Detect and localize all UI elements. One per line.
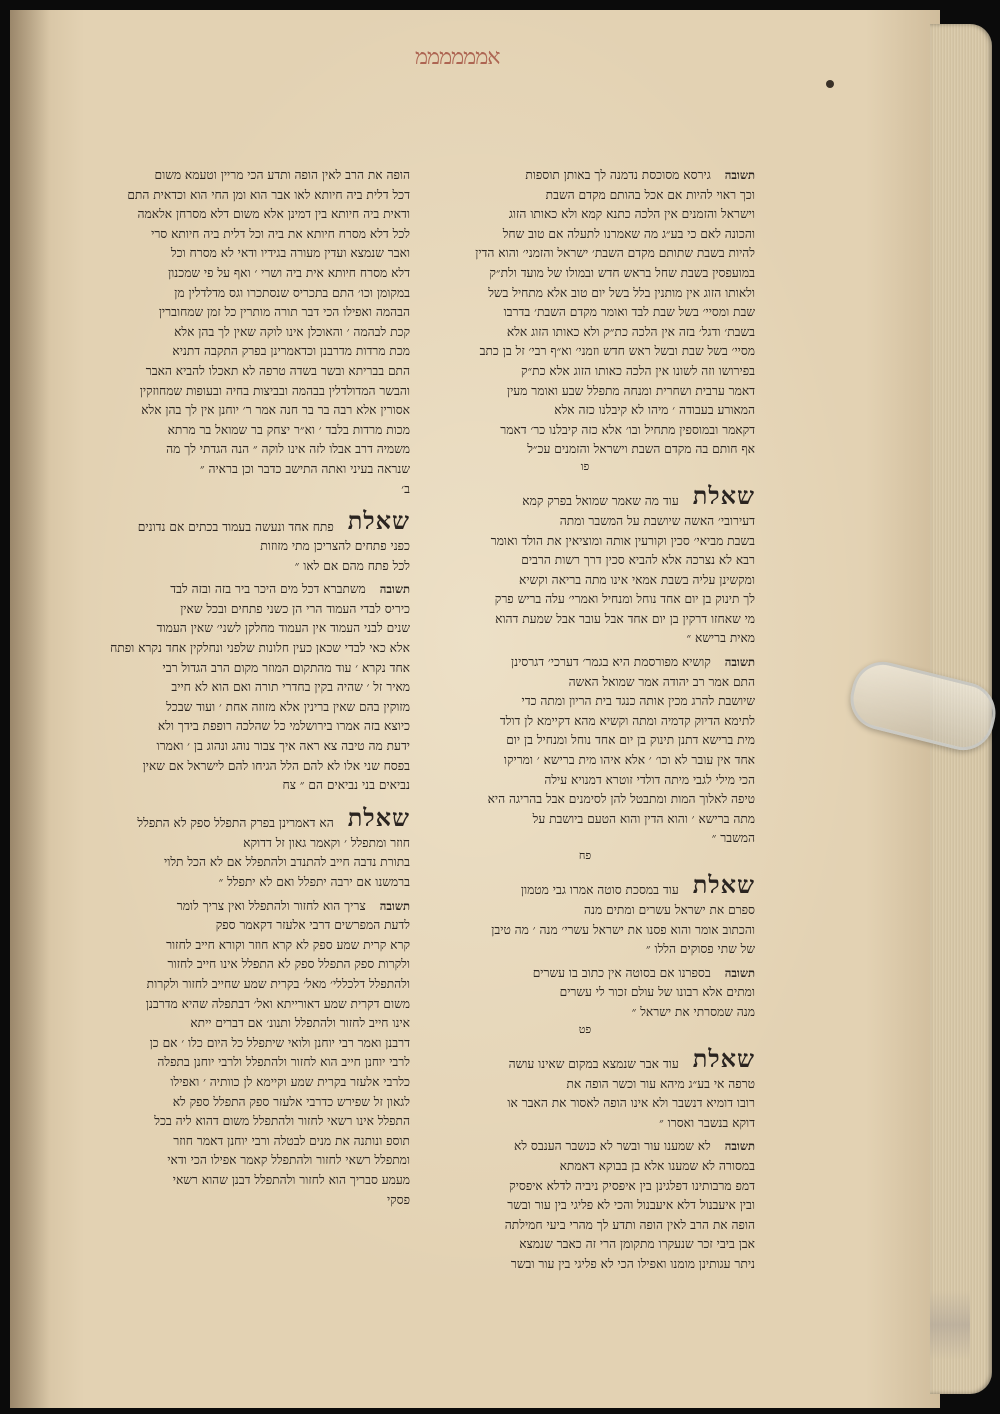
text-line: פסקי <box>386 1192 410 1207</box>
text-line: רובו דומיא דנשבר ולא אינו הופה לאסור את האבר או <box>507 1096 755 1111</box>
text-line: אחד אין עובר לא וכו׳ ׳ אלא איהו מית ברישא ׳ ומריקו <box>503 753 755 768</box>
question-head <box>415 480 755 512</box>
section-number: פח <box>578 849 592 862</box>
text-line: במקומן וכו׳ התם בתכריס שנסתכרו וגס מדלדלין מן <box>174 285 410 300</box>
text-line: לך תינוק בן יום אחד נוחל ומנחיל ואמרי׳ עלה בריש פרק <box>494 592 755 607</box>
text-line: התם אמר רב יהודה אמר שמואל האשה <box>568 674 755 689</box>
text-line: עוד מה שאמר שמואל בפרק קמא <box>522 494 679 509</box>
text-line: לדעת המפרשים דרבי אלעזר דקאמר ספק <box>215 918 410 933</box>
page-edge-band <box>930 1290 970 1360</box>
text-line: שנראה בעיני ואתה התישב כדבר וכן בראיה ״ <box>199 461 410 476</box>
text-line: דקאמר ובמוספין מתחיל ובו׳ אלא כזה קיבלנו כר׳ דאמר <box>500 422 755 437</box>
question-head <box>415 869 755 901</box>
text-line: וישראל והזמנים אין הלכה כתנא קמא ולא כאותו הזוג <box>508 207 755 222</box>
text-line: קושיא מפורסמת היא בגמר׳ דערכי׳ דגרסינן <box>511 655 711 670</box>
text-line: במועפסין בשבת שחל בראש חדש ובמולו של מועד ולת״ק <box>489 265 755 280</box>
answer-label: תשובה <box>379 898 410 913</box>
text-line: מנה שמסרתי את ישראל ״ <box>631 1004 755 1019</box>
answer-label: תשובה <box>724 965 755 980</box>
text-line: עוד במסכת סוטה אמרו גבי מטמון <box>520 883 679 898</box>
text-line: פתח אחד ונעשה בעמוד בכתים אם נדונים <box>137 519 334 534</box>
text-line: הבהמה ואפילו הכי דבר תורה מותרין כל זמן שמחוברין <box>158 305 410 320</box>
question-head <box>415 1043 755 1075</box>
text-line: והכונה לאם כי בע״ג מה שאמרנו לתעלה אם טוב שחל <box>502 226 755 241</box>
text-line: התם בבריתא ובשר בשדה טרפה לא תאכלו להביא האבר <box>145 363 410 378</box>
text-line: בתורת נדבה חייב להתנדב ולהתפלל אם לא הכל תלוי <box>164 855 410 870</box>
text-line: כלרבי אלעזר בקרית שמע וקיימא לן כוותיה ׳ ואפילו <box>170 1074 410 1089</box>
gutter-shadow <box>10 10 50 1408</box>
text-line: כיוצא בזה אמרו בירושלמי כל שהלכה רופפת בידך ולא <box>157 719 410 734</box>
text-line: משתברא דכל מים היכר ביר בזה ובזה לבד <box>170 582 366 597</box>
text-line: בפירושו וזה לשונו אין הלכה כאותו הזוג אלא כת״ק <box>520 363 755 378</box>
text-line: והכתוב אומר והוא פסנו את ישראל עשרי׳ מנה ׳ מה טיבן <box>491 922 755 937</box>
section-number: פט <box>578 1022 592 1036</box>
text-line: בפסח שני אלו לא להם הלל הגיחו להם לישראל אם שאין <box>142 758 410 773</box>
answer-head <box>100 580 410 600</box>
text-line: נביאים בני נביאים הם ״ צח <box>282 778 410 793</box>
text-line: קרא קרית שמע ספק לא קרא חוזר וקורא חייב לחזור <box>166 937 410 952</box>
answer-head <box>415 1137 755 1157</box>
text-line: המאורע בעבודה ׳ מיהו לא קיבלנו כזה אלא <box>554 403 755 418</box>
text-line: וכך ראוי להיות אם אכל בהותם מקדם השבת <box>545 187 755 202</box>
answer-label: תשובה <box>724 168 755 182</box>
text-line: שנים לבני העמוד אין העמוד מחלקן לשני׳ שאין העמוד <box>156 621 410 636</box>
text-line: בשבת מביאי׳ סכין וקורעין אותה ומוציאין את הולד ואומר <box>490 533 755 548</box>
text-line: מתה ברישא ׳ והוא הדין והוא הטעם ביושבת על <box>532 811 755 826</box>
text-line: שבת ומסיי׳ בשל שבת לבד ואומר מקדם השבת׳ בדרבו <box>503 305 755 320</box>
text-line: ולאותו הזוג אין מותנין בלל בשל יום טוב אלא מתחיל בשל <box>488 285 755 300</box>
text-line: תוספ ונותנה את מנים לבטלה ורבי יוחנן דאמר חוזר <box>173 1133 410 1148</box>
text-line: כפני פתחים להצריכן מתי מזוזות <box>260 539 410 554</box>
library-stamp: אממממממ <box>415 45 500 70</box>
text-line: טרפה אי בע״ג מיהא עור וכשר הופה את <box>566 1076 755 1091</box>
text-line: לרבי יוחנן חייב הוא לחזור ולהתפלל ולרבי יוחנן בתפלה <box>157 1055 410 1070</box>
text-line: להיות בשבת שתותם מקדם השבת׳ ישראל והזמני׳ והוא הדין <box>475 246 755 261</box>
answer-head <box>415 166 755 186</box>
text-line: קכת לבהמה ׳ והאוכלן אינו לוקה שאין לך בהן אלא <box>174 324 410 339</box>
text-line: לגאון זל שפירש כדרבי אלעזר ספק התפלל ספק לא <box>172 1094 410 1109</box>
answer-label: תשובה <box>724 1139 755 1154</box>
text-line: ספרם את ישראל עשרים ומתים מנה <box>584 903 755 917</box>
text-line: במסורה לא שמענו אלא בן בבוקא דאמתא <box>559 1158 755 1173</box>
text-line: ולקרות ספק התפלל ספק לא התפלל אינו חייב לחזור <box>167 957 410 972</box>
text-line: חוזר ומתפלל ׳ וקאמר גאון זל דדוקא <box>243 835 410 850</box>
question-heading: שאלת <box>692 1043 755 1073</box>
text-line: ידעת מה טיבה צא ראה איך צבור נוהג ונהוג בן ׳ ואמרו <box>156 739 410 754</box>
text-line: לכל פתח מהם אם לאו ״ <box>294 558 410 573</box>
question-heading: שאלת <box>692 480 755 510</box>
left-text-column <box>100 166 410 1210</box>
text-line: שיושבת להרג מכין אותה כנגד בית הריון ומתה כדי <box>521 694 755 709</box>
text-line: ניתר עגותינן מומנו ואפילו הכי לא פליגי בין עור ובשר <box>510 1256 755 1271</box>
text-line: לא שמענו עור ובשר לא כנשבר הענבס לא <box>514 1139 711 1154</box>
text-line: דאמר ערבית ושחרית ומנחה מתפלל שבע ואומר מעין <box>506 383 755 398</box>
text-line: טיפה לאלוך המות ומתבטל להן לסימנים אבל בהריגה היא <box>487 792 755 807</box>
text-line: המשבר ״ <box>711 831 755 846</box>
text-line: לתימא הדיוק קדמיה ומתה וקשיא מהא דקיימא לן דולד <box>499 713 755 728</box>
text-line: דמפ מרבותינו דפלגינן בין איפסיק ניביה לדלא איפסיק <box>509 1178 755 1193</box>
question-heading: שאלת <box>692 870 755 899</box>
text-line: ברמשנו אם ירבה יתפלל ואם לא יתפלל ״ <box>218 875 410 889</box>
text-line: ומתים אלא רבונו של עולם זכור לי עשרים <box>559 985 755 1000</box>
text-line: עוד אבר שנמצא במקום שאינו עושה <box>508 1056 679 1071</box>
answer-label: תשובה <box>724 655 755 670</box>
text-line: ומקשינן עליה בשבת אמאי אינו מתה בריאה וקשיא <box>519 572 755 587</box>
text-line: דעירובי׳ האשה שיושבת על המשבר ומתה <box>559 513 755 528</box>
text-line: בשבת׳ ודגל׳ בזה אין הלכה כת״ק ולא כאותו הזוג אלא <box>506 324 755 339</box>
text-line: ואבר שנמצא ועדין מעורה בגידיו ודאי לא מסרח וכל <box>170 246 410 261</box>
section-number: פו <box>580 459 590 473</box>
text-line: התפלל אינו רשאי לחזור ולהתפלל משום דהוא ליה בכל <box>154 1114 410 1129</box>
text-line: הופה את הרב לאין הופה ותדע הכי מריין וטעמא משום <box>154 168 410 182</box>
question-heading: שאלת <box>347 506 410 536</box>
right-text-column <box>415 166 755 1275</box>
text-line: של שתי פסוקים הללו ״ <box>645 942 755 957</box>
answer-label: תשובה <box>379 582 410 597</box>
text-line: לכל דלא מסרח חיותא את ביה וכל דלית ביה חיותא סרי <box>151 226 410 241</box>
text-line: ובין איעבנול דלא איעבנול והכי לא פליגי בין עור ובשר <box>507 1198 755 1213</box>
text-line: אלא כאי לבדי שכאן כעין חלונות שלפני ונחלקין אחד נקרא ופתח <box>110 641 410 656</box>
text-line: גירסא מסוכסת נדמנה לך באותן תוספות <box>525 168 711 182</box>
text-line: כיריס לבדי העמוד הרי הן כשני פתחים ובכל שאין <box>180 601 410 616</box>
text-line: ולהתפלל דלכללי׳ מאל׳ בקרית שמע שחייב לחזור ולקרות <box>146 976 410 991</box>
answer-head <box>415 964 755 984</box>
text-line: מאית ברישא ״ <box>686 631 755 646</box>
text-line: ודאית ביה חיותא בין דמינן אלא משום דלא מסרחן אלאמה <box>137 207 410 222</box>
text-line: מעמע סבריך הוא לחזור ולהתפלל דבנן שהוא רשאי <box>172 1172 410 1187</box>
question-head <box>100 505 410 537</box>
text-line: מאיר זל ׳ שהיה בקין בחדרי תורה ואם הוא לא חייב <box>171 680 410 695</box>
text-line: מזוקין בהם שאין ברינין אלא מזוזה אחת ׳ ועוד שבכל <box>166 699 410 714</box>
text-line: צריך הוא לחזור ולהתפלל ואין צריך לומר <box>176 898 366 913</box>
text-line: רבא לא נצרכה אלא להביא סכין דרך רשות הרבים <box>521 553 755 568</box>
text-line: והבשר המדולדלין בבהמה ובביצות בחיה ובעופות שמחוזקין <box>139 383 410 398</box>
text-line: דרבנן ואמר רבי יוחנן ולואי שיתפלל כל היום כלו ׳ אם כן <box>149 1035 410 1050</box>
text-line: דכל דלית ביה חיותא לאו אבר הוא ומן החי הוא וכדאית התם <box>127 187 410 202</box>
question-head <box>100 802 410 834</box>
text-line: ב׳ <box>401 481 410 496</box>
text-line: אבן ביבי זכר שנעקרו מתקומן הרי זה כאבר שנמצא <box>519 1237 755 1252</box>
text-line: מית ברישא דתנן תינוק בן יום אחד נוחל ומנחיל בן יום <box>506 733 755 748</box>
text-line: הופה את הרב לאין הופה ותדע לך מהרי ביעי חמילתה <box>504 1217 755 1232</box>
text-line: ומתפלל רשאי לחזור ולהתפלל קאמר אפילו הכי ודאי <box>167 1153 410 1168</box>
text-line: הא דאמרינן בפרק התפלל ספק לא התפלל <box>137 816 334 831</box>
text-line: אינו חייב לחזור ולהתפלל ותנונ׳ אם דברים ייתא <box>190 1016 410 1031</box>
answer-head <box>415 653 755 673</box>
text-line: הכי מילי לגבי מיתה דולדי זוטרא דמנויא עילה <box>544 772 755 787</box>
text-line: אחד נקרא ׳ עוד מהתקום המוזר מקום הרב הגדול רבי <box>162 660 410 675</box>
text-line: מסיי׳ בשל שבת ובשל ראש חדש וזמני׳ וא״ף רבי׳ זל בן כתב <box>479 344 755 359</box>
answer-head <box>100 897 410 917</box>
text-line: אסורין אלא רבה בר בר חנה אמר ר׳ יוחנן אין לך בהן אלא <box>141 403 410 418</box>
text-line: מכות מרדות בלבד ׳ וא״ר יצחק בר שמואל בר מרתא <box>167 422 410 437</box>
text-line: מי שאחזו דרקין בן יום אחד אבל עובר אבל שמעת דהוא <box>495 611 755 626</box>
text-line: דלא מסרח חיותא אית ביה ושרי ׳ ואף על פי שמכנון <box>168 265 410 280</box>
text-line: דוקא בנשבר ואסרו ״ <box>659 1115 755 1130</box>
text-line: מכת מרדות מדרבנן וכדאמרינן בפרק התקבה דתניא <box>172 344 410 359</box>
text-line: משמיה דרב אבלו לזה אינו לוקה ״ הנה הגדתי לך מה <box>166 442 410 457</box>
text-line: משום דקרית שמע דאורייתא ואל׳ דבתפלה שהיא מדרבנן <box>145 996 410 1011</box>
text-line: אף חותם בה מקדם השבת וישראל והזמנים עכ״ל <box>527 442 755 457</box>
text-line: בספרנו אם בסוטה אין כתוב בו עשרים <box>532 965 711 980</box>
ink-dot <box>826 80 834 88</box>
question-heading: שאלת <box>347 802 410 832</box>
